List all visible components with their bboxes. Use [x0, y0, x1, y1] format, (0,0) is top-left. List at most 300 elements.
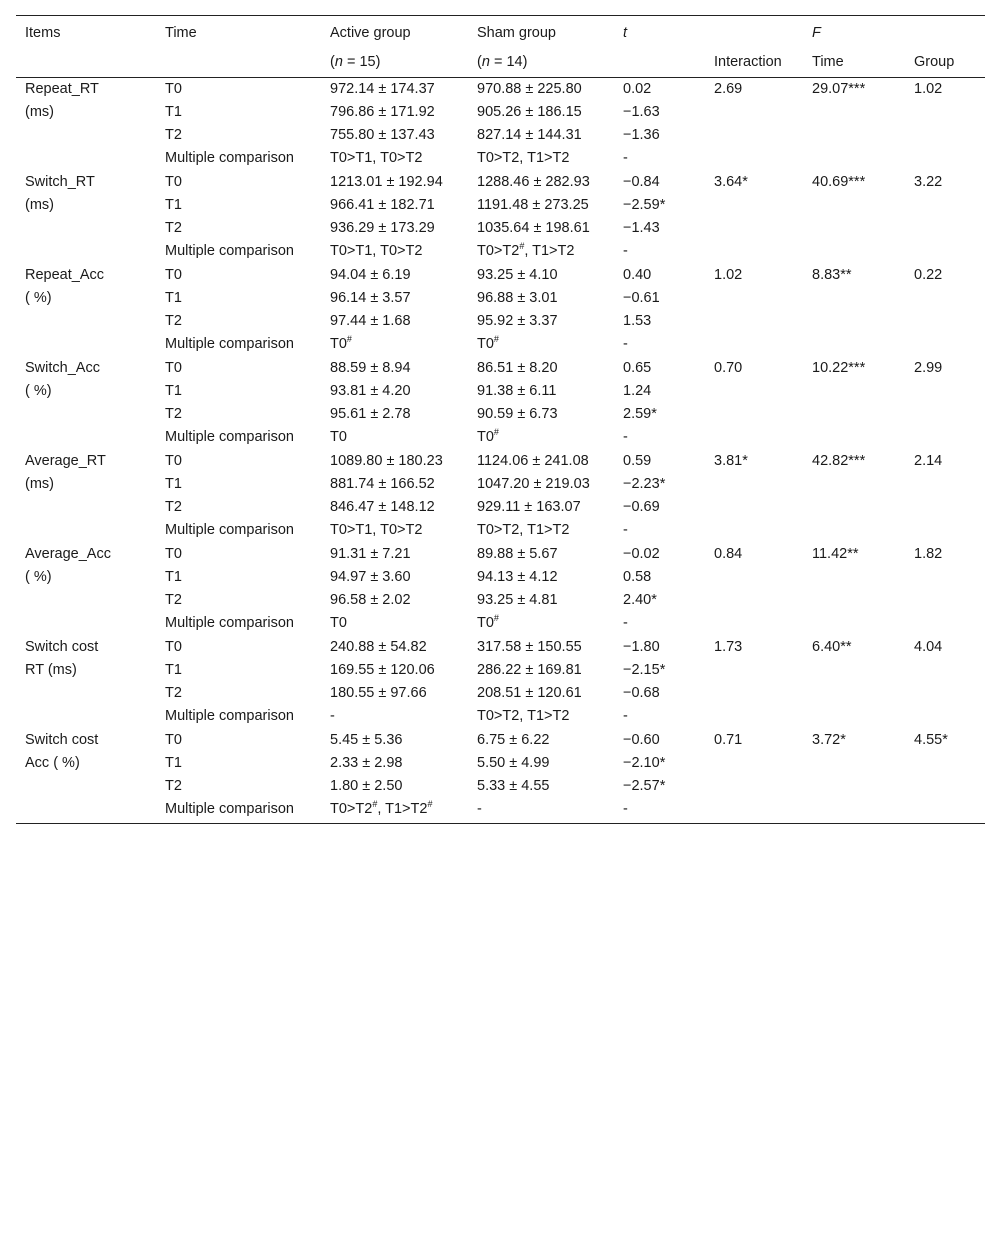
- cell-t-text: −1.43: [623, 220, 660, 236]
- cell-active: [321, 333, 468, 356]
- header-blank: [156, 48, 321, 78]
- cell-sham-text: 1035.64 ± 198.61: [477, 220, 590, 236]
- table-body: [16, 78, 985, 824]
- cell-sham-text: T0: [477, 429, 494, 445]
- cell-sham: [468, 78, 614, 102]
- cell-time: [156, 147, 321, 170]
- cell-time: [156, 217, 321, 240]
- cell-sham-text: 1288.46 ± 282.93: [477, 174, 590, 190]
- cell-interaction: [705, 612, 803, 635]
- cell-time-text: T0: [165, 732, 182, 748]
- cell-t-text: −2.15*: [623, 662, 666, 678]
- cell-group-text: 1.02: [914, 81, 943, 97]
- cell-time-text: T0: [165, 546, 182, 562]
- cell-f-time: [803, 449, 905, 473]
- cell-sham-text: T0>T2, T1>T2: [477, 708, 570, 724]
- cell-t-text: −2.23*: [623, 476, 666, 492]
- cell-active-text: T0: [330, 615, 347, 631]
- cell-t: [614, 78, 705, 102]
- cell-group: [905, 449, 985, 473]
- cell-sham-text: , T1>T2: [524, 243, 575, 259]
- cell-f-time: [803, 659, 905, 682]
- cell-sham: [468, 635, 614, 659]
- cell-interaction: [705, 775, 803, 798]
- cell-group: [905, 333, 985, 356]
- cell-active: [321, 542, 468, 566]
- cell-sham: [468, 705, 614, 728]
- cell-interaction: [705, 263, 803, 287]
- cell-group: [905, 124, 985, 147]
- table-header: [16, 16, 985, 78]
- cell-sham: [468, 449, 614, 473]
- cell-group: [905, 473, 985, 496]
- cell-sham: [468, 473, 614, 496]
- cell-time-text: T1: [165, 755, 182, 771]
- cell-time: [156, 496, 321, 519]
- cell-active-text: T0: [330, 429, 347, 445]
- cell-active-text: T0>T1, T0>T2: [330, 522, 423, 538]
- cell-interaction: [705, 403, 803, 426]
- cell-time: [156, 612, 321, 635]
- cell-interaction-text: 0.84: [714, 546, 743, 562]
- cell-t: [614, 403, 705, 426]
- cell-item-text: (ms): [25, 197, 54, 213]
- cell-time: [156, 728, 321, 752]
- cell-active: [321, 519, 468, 542]
- cell-sham-text: 827.14 ± 144.31: [477, 127, 582, 143]
- cell-t-text: −2.57*: [623, 778, 666, 794]
- cell-group-text: 4.04: [914, 639, 943, 655]
- cell-t: [614, 287, 705, 310]
- cell-time-text: Multiple comparison: [165, 615, 294, 631]
- cell-group: [905, 170, 985, 194]
- table-row: [16, 403, 985, 426]
- header-f-time: Time: [803, 48, 905, 78]
- cell-interaction-text: 3.81*: [714, 453, 748, 469]
- cell-item: [16, 170, 156, 194]
- cell-group-text: 2.14: [914, 453, 943, 469]
- cell-time-text: Multiple comparison: [165, 243, 294, 259]
- cell-t: [614, 635, 705, 659]
- cell-sham-text: 905.26 ± 186.15: [477, 104, 582, 120]
- cell-time: [156, 170, 321, 194]
- cell-f-time: [803, 240, 905, 263]
- cell-time-text: Multiple comparison: [165, 708, 294, 724]
- cell-f-time: [803, 752, 905, 775]
- cell-sham-text: 970.88 ± 225.80: [477, 81, 582, 97]
- cell-time-text: T2: [165, 778, 182, 794]
- cell-item: [16, 217, 156, 240]
- table-row: [16, 449, 985, 473]
- cell-time: [156, 403, 321, 426]
- cell-time-text: T0: [165, 453, 182, 469]
- cell-group: [905, 589, 985, 612]
- cell-time: [156, 449, 321, 473]
- cell-sham-text: 91.38 ± 6.11: [477, 383, 557, 399]
- header-active-group: Active group: [321, 16, 468, 49]
- cell-t-text: −2.59*: [623, 197, 666, 213]
- cell-time-text: T0: [165, 81, 182, 97]
- cell-item-text: ( %): [25, 290, 52, 306]
- cell-f-time: [803, 124, 905, 147]
- cell-sham: [468, 310, 614, 333]
- header-interaction: Interaction: [705, 48, 803, 78]
- cell-group-text: 1.82: [914, 546, 943, 562]
- cell-f-time: [803, 682, 905, 705]
- cell-item: [16, 496, 156, 519]
- cell-time-text: Multiple comparison: [165, 150, 294, 166]
- cell-sham: [468, 728, 614, 752]
- table-row: [16, 728, 985, 752]
- cell-t-text: −0.69: [623, 499, 660, 515]
- cell-sham: [468, 240, 614, 263]
- cell-active-text: 972.14 ± 174.37: [330, 81, 435, 97]
- cell-active: [321, 449, 468, 473]
- cell-t: [614, 147, 705, 170]
- cell-t: [614, 310, 705, 333]
- cell-t-text: 0.40: [623, 267, 652, 283]
- cell-t: [614, 240, 705, 263]
- cell-item-text: (ms): [25, 104, 54, 120]
- cell-item-text: Acc ( %): [25, 755, 80, 771]
- cell-sham: [468, 217, 614, 240]
- cell-f-time: [803, 217, 905, 240]
- header-group: Group: [905, 48, 985, 78]
- cell-item-text: ( %): [25, 569, 52, 585]
- cell-active-text: 5.45 ± 5.36: [330, 732, 403, 748]
- cell-t-text: 0.59: [623, 453, 652, 469]
- cell-time: [156, 240, 321, 263]
- cell-item-text: Switch cost: [25, 732, 99, 748]
- cell-f-time: [803, 380, 905, 403]
- cell-time-text: Multiple comparison: [165, 522, 294, 538]
- cell-active: [321, 682, 468, 705]
- cell-time: [156, 752, 321, 775]
- cell-sham-text: 93.25 ± 4.81: [477, 592, 558, 608]
- cell-time-text: T0: [165, 267, 182, 283]
- cell-t: [614, 496, 705, 519]
- results-table: [16, 15, 985, 824]
- cell-sham: [468, 356, 614, 380]
- cell-item: [16, 426, 156, 449]
- cell-time-text: T0: [165, 360, 182, 376]
- cell-t: [614, 217, 705, 240]
- cell-sham-text: 929.11 ± 163.07: [477, 499, 581, 515]
- cell-f-time: [803, 78, 905, 102]
- table-row: [16, 194, 985, 217]
- table-row: [16, 519, 985, 542]
- cell-f-time: [803, 589, 905, 612]
- cell-active-text: -: [330, 708, 335, 724]
- cell-item-text: (ms): [25, 476, 54, 492]
- cell-interaction: [705, 194, 803, 217]
- cell-interaction: [705, 310, 803, 333]
- cell-active: [321, 380, 468, 403]
- cell-sham: [468, 263, 614, 287]
- cell-t: [614, 542, 705, 566]
- table-row: [16, 659, 985, 682]
- cell-active: [321, 798, 468, 824]
- cell-item: [16, 333, 156, 356]
- cell-active-text: 1089.80 ± 180.23: [330, 453, 443, 469]
- table-row: [16, 287, 985, 310]
- cell-time: [156, 659, 321, 682]
- table-row: [16, 612, 985, 635]
- header-sham-n: (n = 14): [468, 48, 614, 78]
- cell-group: [905, 566, 985, 589]
- cell-active-text: 1213.01 ± 192.94: [330, 174, 443, 190]
- cell-t-text: −1.36: [623, 127, 660, 143]
- active-n-value: = 15): [342, 54, 381, 70]
- cell-interaction: [705, 240, 803, 263]
- cell-group: [905, 519, 985, 542]
- cell-f-time: [803, 798, 905, 824]
- cell-f-time-text: 8.83**: [812, 267, 852, 283]
- cell-time: [156, 798, 321, 824]
- cell-item: [16, 705, 156, 728]
- cell-active: [321, 612, 468, 635]
- cell-time-text: T2: [165, 592, 182, 608]
- cell-sham: [468, 589, 614, 612]
- cell-time: [156, 589, 321, 612]
- cell-active-text: 240.88 ± 54.82: [330, 639, 427, 655]
- cell-t: [614, 705, 705, 728]
- cell-sham: [468, 124, 614, 147]
- cell-sham-text: -: [477, 801, 482, 817]
- cell-f-time-text: 10.22***: [812, 360, 866, 376]
- cell-group: [905, 426, 985, 449]
- cell-f-time: [803, 728, 905, 752]
- cell-item: [16, 310, 156, 333]
- cell-time-text: Multiple comparison: [165, 801, 294, 817]
- cell-t-text: 0.58: [623, 569, 652, 585]
- cell-item-text: Average_RT: [25, 453, 106, 469]
- cell-sham: [468, 194, 614, 217]
- cell-f-time: [803, 635, 905, 659]
- cell-active-text: 936.29 ± 173.29: [330, 220, 435, 236]
- cell-f-time: [803, 287, 905, 310]
- cell-t: [614, 798, 705, 824]
- cell-active-text: 96.14 ± 3.57: [330, 290, 411, 306]
- cell-t-text: -: [623, 708, 628, 724]
- cell-t: [614, 101, 705, 124]
- cell-item: [16, 101, 156, 124]
- cell-active: [321, 752, 468, 775]
- cell-time: [156, 775, 321, 798]
- cell-t: [614, 194, 705, 217]
- sham-n-symbol: n: [481, 54, 490, 70]
- table-row: [16, 78, 985, 102]
- cell-f-time: [803, 194, 905, 217]
- cell-active: [321, 217, 468, 240]
- cell-f-time: [803, 612, 905, 635]
- cell-time: [156, 542, 321, 566]
- cell-active: [321, 356, 468, 380]
- cell-t-text: −0.02: [623, 546, 660, 562]
- cell-sham: [468, 426, 614, 449]
- table-row: [16, 124, 985, 147]
- cell-item: [16, 194, 156, 217]
- cell-group: [905, 775, 985, 798]
- cell-item-text: Switch_RT: [25, 174, 95, 190]
- cell-t: [614, 519, 705, 542]
- cell-t-text: 0.65: [623, 360, 652, 376]
- cell-item: [16, 78, 156, 102]
- table-row: [16, 380, 985, 403]
- cell-time: [156, 380, 321, 403]
- cell-item: [16, 449, 156, 473]
- cell-active: [321, 287, 468, 310]
- cell-active: [321, 496, 468, 519]
- cell-time-text: T2: [165, 406, 182, 422]
- cell-time: [156, 194, 321, 217]
- cell-time: [156, 124, 321, 147]
- cell-active: [321, 124, 468, 147]
- cell-active-text: 91.31 ± 7.21: [330, 546, 411, 562]
- cell-sham-text: 89.88 ± 5.67: [477, 546, 558, 562]
- cell-active: [321, 403, 468, 426]
- cell-t: [614, 356, 705, 380]
- cell-t-text: -: [623, 150, 628, 166]
- cell-active-text: 88.59 ± 8.94: [330, 360, 411, 376]
- cell-time: [156, 356, 321, 380]
- cell-item: [16, 240, 156, 263]
- cell-group: [905, 542, 985, 566]
- cell-active-text: 93.81 ± 4.20: [330, 383, 411, 399]
- cell-sham: [468, 496, 614, 519]
- cell-f-time: [803, 170, 905, 194]
- cell-sham: [468, 566, 614, 589]
- header-blank: [614, 48, 705, 78]
- cell-interaction: [705, 589, 803, 612]
- table-row: [16, 566, 985, 589]
- cell-t: [614, 659, 705, 682]
- cell-t-text: -: [623, 336, 628, 352]
- cell-interaction: [705, 752, 803, 775]
- cell-group-text: 3.22: [914, 174, 943, 190]
- cell-sham-text: 317.58 ± 150.55: [477, 639, 582, 655]
- cell-active-text: , T1>T2: [377, 801, 428, 817]
- cell-active-text: 94.04 ± 6.19: [330, 267, 411, 283]
- cell-f-time: [803, 147, 905, 170]
- cell-f-time: [803, 566, 905, 589]
- table-row: [16, 240, 985, 263]
- cell-active-text: 97.44 ± 1.68: [330, 313, 411, 329]
- cell-f-time: [803, 775, 905, 798]
- cell-interaction: [705, 519, 803, 542]
- cell-f-time-text: 3.72*: [812, 732, 846, 748]
- cell-sham-text: T0>T2: [477, 243, 520, 259]
- cell-sham: [468, 380, 614, 403]
- cell-time-text: T2: [165, 685, 182, 701]
- active-n-symbol: n: [334, 54, 343, 70]
- cell-item-text: Average_Acc: [25, 546, 111, 562]
- cell-interaction: [705, 542, 803, 566]
- cell-time: [156, 310, 321, 333]
- cell-t-text: −2.10*: [623, 755, 666, 771]
- cell-item: [16, 380, 156, 403]
- cell-sham: [468, 101, 614, 124]
- cell-active: [321, 566, 468, 589]
- header-f: F: [803, 16, 905, 49]
- cell-group: [905, 217, 985, 240]
- table-row: [16, 217, 985, 240]
- cell-time: [156, 519, 321, 542]
- cell-sham-text: 1047.20 ± 219.03: [477, 476, 590, 492]
- cell-interaction-text: 3.64*: [714, 174, 748, 190]
- cell-interaction-text: 2.69: [714, 81, 743, 97]
- cell-active: [321, 426, 468, 449]
- cell-sham-text: 286.22 ± 169.81: [477, 662, 582, 678]
- cell-item: [16, 798, 156, 824]
- cell-active-text: 846.47 ± 148.12: [330, 499, 435, 515]
- cell-t: [614, 124, 705, 147]
- cell-time: [156, 263, 321, 287]
- cell-interaction: [705, 566, 803, 589]
- cell-item-text: Repeat_Acc: [25, 267, 104, 283]
- cell-time: [156, 705, 321, 728]
- cell-t: [614, 589, 705, 612]
- cell-interaction: [705, 170, 803, 194]
- cell-t-text: −0.68: [623, 685, 660, 701]
- cell-item-text: Switch_Acc: [25, 360, 100, 376]
- cell-item: [16, 566, 156, 589]
- cell-time-text: T2: [165, 313, 182, 329]
- cell-f-time: [803, 473, 905, 496]
- cell-f-time: [803, 356, 905, 380]
- cell-active: [321, 240, 468, 263]
- table-row: [16, 496, 985, 519]
- cell-t-text: -: [623, 243, 628, 259]
- cell-group: [905, 101, 985, 124]
- cell-active-text: 169.55 ± 120.06: [330, 662, 435, 678]
- cell-f-time: [803, 310, 905, 333]
- cell-active: [321, 263, 468, 287]
- cell-time: [156, 101, 321, 124]
- cell-time: [156, 78, 321, 102]
- cell-f-time-text: 40.69***: [812, 174, 866, 190]
- cell-active-text: T0>T2: [330, 801, 373, 817]
- table-row: [16, 542, 985, 566]
- cell-active: [321, 78, 468, 102]
- header-time: Time: [156, 16, 321, 49]
- cell-t-text: -: [623, 429, 628, 445]
- table-row: [16, 101, 985, 124]
- cell-item: [16, 519, 156, 542]
- cell-group-text: 4.55*: [914, 732, 948, 748]
- cell-item: [16, 542, 156, 566]
- cell-item: [16, 403, 156, 426]
- cell-sham: [468, 403, 614, 426]
- cell-t: [614, 170, 705, 194]
- cell-item: [16, 356, 156, 380]
- cell-sham: [468, 287, 614, 310]
- cell-group: [905, 728, 985, 752]
- cell-item: [16, 775, 156, 798]
- cell-interaction: [705, 147, 803, 170]
- cell-t-text: −1.63: [623, 104, 660, 120]
- cell-sham-text: 94.13 ± 4.12: [477, 569, 558, 585]
- cell-time: [156, 287, 321, 310]
- cell-group: [905, 194, 985, 217]
- cell-t: [614, 752, 705, 775]
- cell-sham-text: 5.33 ± 4.55: [477, 778, 550, 794]
- cell-item-text: Switch cost: [25, 639, 99, 655]
- cell-time: [156, 635, 321, 659]
- cell-time-text: T1: [165, 197, 182, 213]
- cell-group: [905, 263, 985, 287]
- cell-f-time-text: 42.82***: [812, 453, 866, 469]
